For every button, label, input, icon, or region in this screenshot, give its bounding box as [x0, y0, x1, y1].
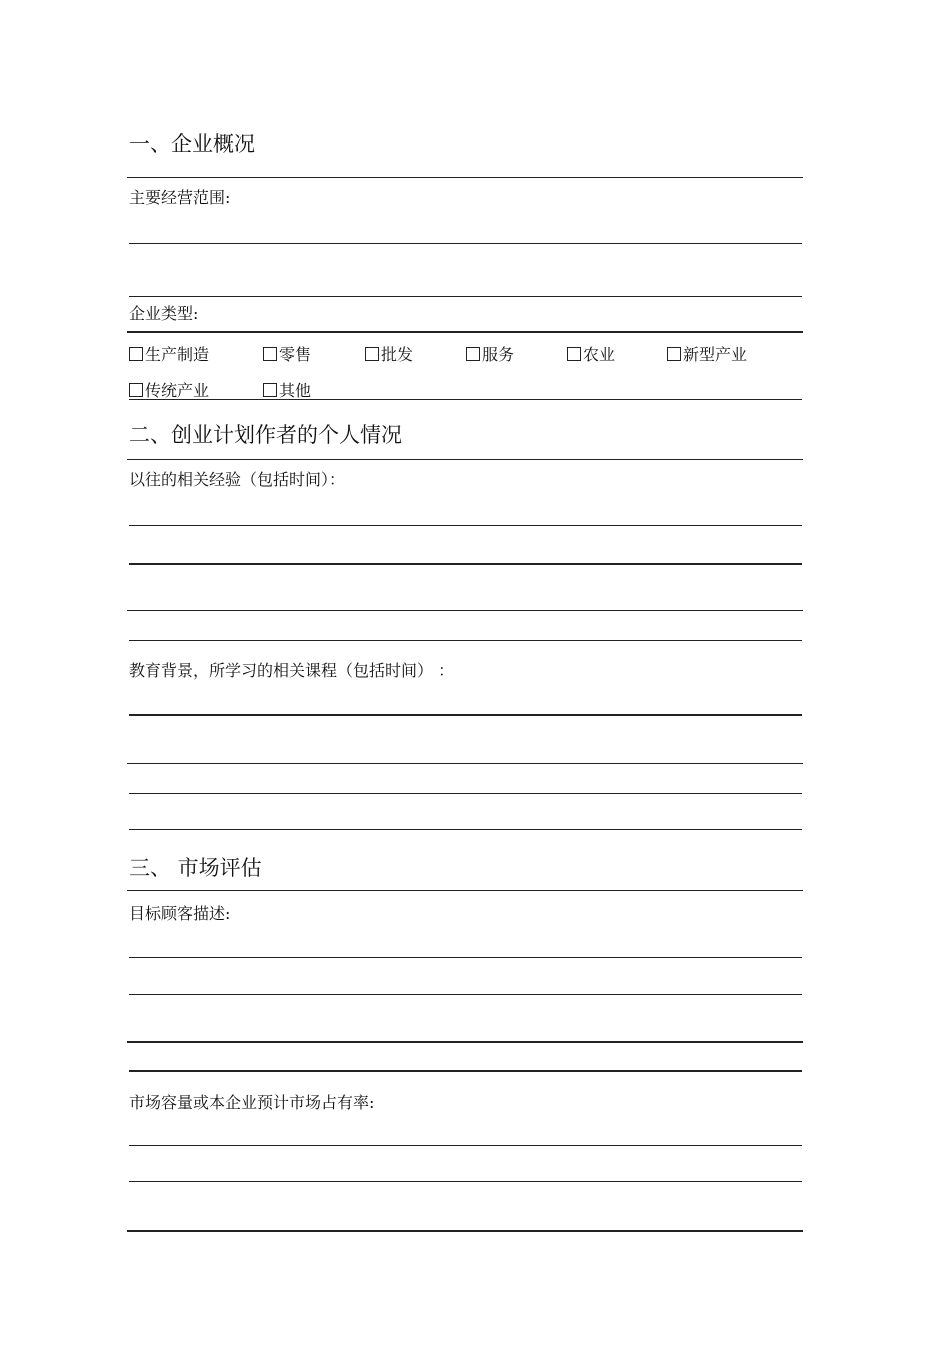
experience-input-line-2[interactable]: [129, 563, 802, 565]
checkbox-icon[interactable]: [567, 347, 581, 361]
option-wholesale[interactable]: 批发: [365, 342, 413, 365]
customer-input-line-1[interactable]: [129, 957, 802, 958]
option-manufacturing[interactable]: 生产制造: [129, 342, 209, 365]
option-service[interactable]: 服务: [466, 342, 514, 365]
target-customer-label: 目标顾客描述:: [129, 904, 231, 923]
section1-heading: 一、企业概况: [129, 132, 255, 156]
section3-heading: 三、 市场评估: [129, 856, 262, 880]
market-share-label: 市场容量或本企业预计市场占有率:: [129, 1093, 375, 1112]
business-scope-input-line-2[interactable]: [129, 296, 802, 297]
checkbox-icon[interactable]: [263, 347, 277, 361]
market-input-line-2[interactable]: [129, 1181, 802, 1182]
option-other[interactable]: 其他: [263, 378, 311, 401]
divider: [127, 331, 803, 333]
experience-label: 以往的相关经验（包括时间）：: [129, 470, 346, 489]
business-scope-input-line-1[interactable]: [129, 243, 802, 244]
education-input-line-2[interactable]: [127, 763, 803, 764]
experience-input-line-3[interactable]: [127, 610, 803, 611]
experience-input-line-1[interactable]: [129, 525, 802, 526]
business-scope-label: 主要经营范围:: [129, 188, 231, 207]
checkbox-icon[interactable]: [129, 383, 143, 397]
divider: [127, 459, 803, 460]
checkbox-icon[interactable]: [263, 383, 277, 397]
option-retail[interactable]: 零售: [263, 342, 311, 365]
option-agriculture[interactable]: 农业: [567, 342, 615, 365]
checkbox-icon[interactable]: [466, 347, 480, 361]
option-traditional-industry[interactable]: 传统产业: [129, 378, 209, 401]
education-input-line-4[interactable]: [129, 829, 802, 830]
checkbox-icon[interactable]: [365, 347, 379, 361]
checkbox-icon[interactable]: [129, 347, 143, 361]
education-label: 教育背景，所学习的相关课程（包括时间） ：: [129, 661, 455, 680]
checkbox-icon[interactable]: [667, 347, 681, 361]
market-input-line-3[interactable]: [127, 1230, 803, 1232]
customer-input-line-2[interactable]: [129, 994, 802, 995]
option-new-industry[interactable]: 新型产业: [667, 342, 747, 365]
education-input-line-1[interactable]: [129, 714, 802, 716]
enterprise-type-label: 企业类型:: [129, 304, 199, 323]
divider: [129, 399, 802, 400]
customer-input-line-4[interactable]: [129, 1070, 802, 1072]
education-input-line-3[interactable]: [129, 793, 802, 794]
market-input-line-1[interactable]: [129, 1145, 802, 1146]
experience-input-line-4[interactable]: [129, 640, 802, 641]
divider: [127, 890, 803, 891]
divider: [127, 177, 803, 178]
section2-heading: 二、创业计划作者的个人情况: [129, 423, 402, 447]
customer-input-line-3[interactable]: [127, 1041, 803, 1043]
